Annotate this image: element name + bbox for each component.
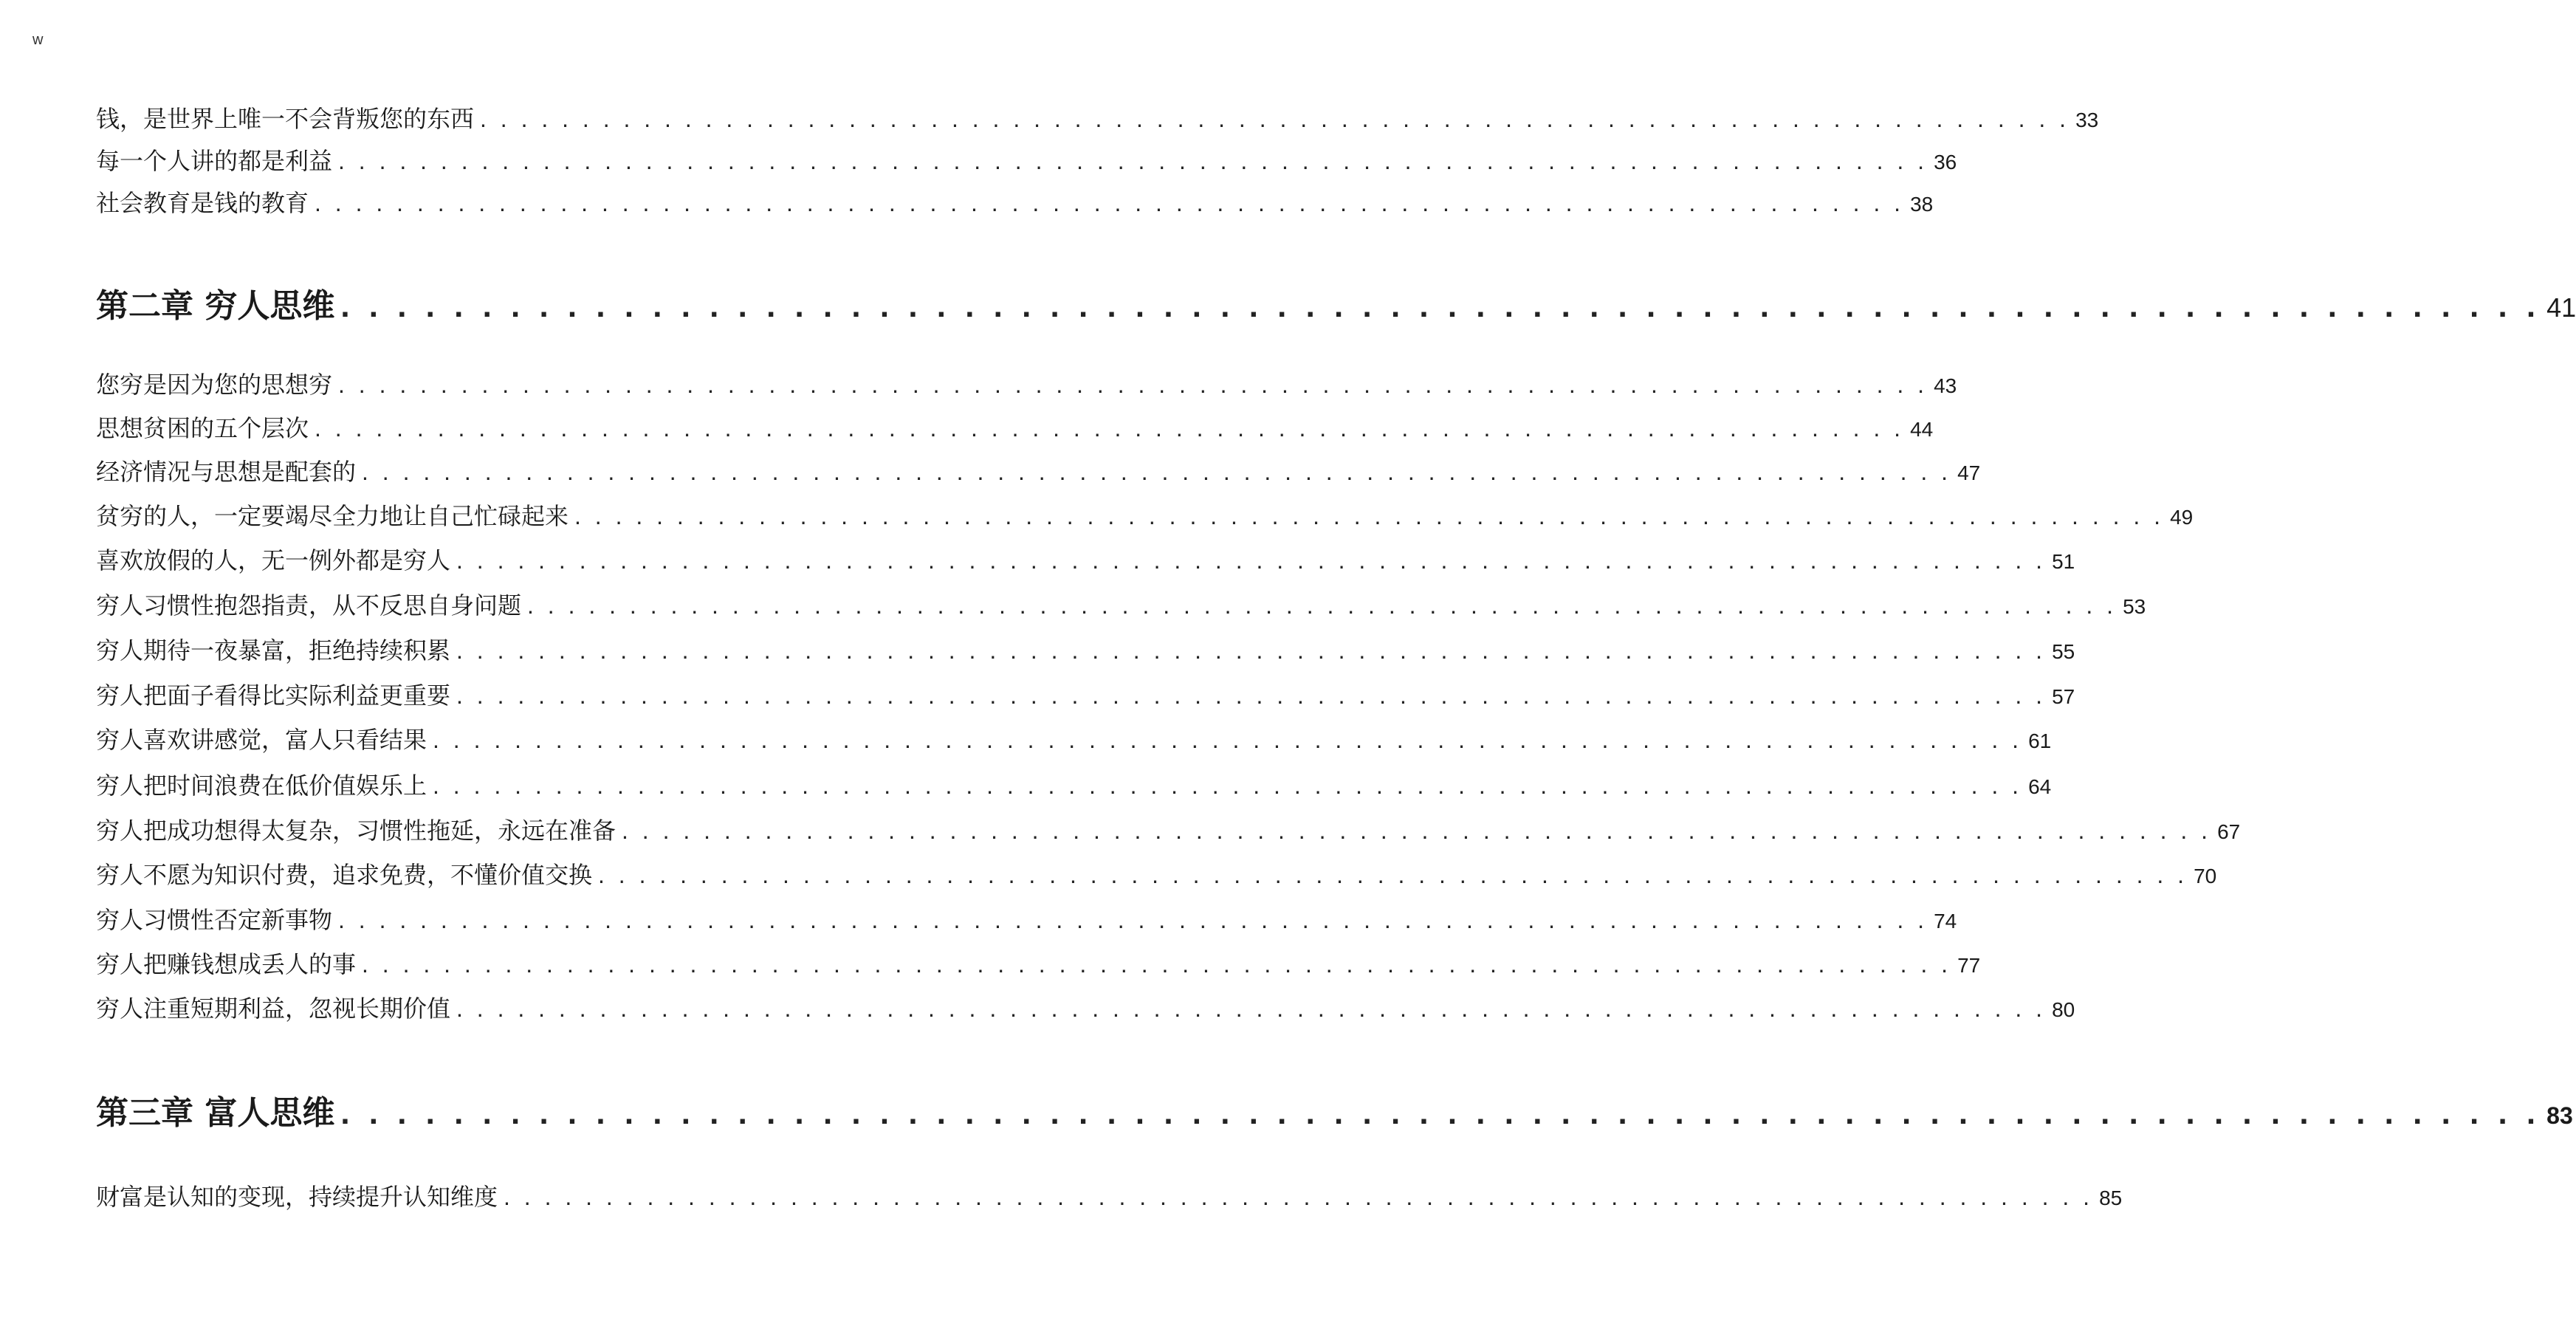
dot-leader: . . . . . . . . . . . . . . . . . . . . . . . . . . . . . . . . . . . . . . . . . . . . . . . . . . . . . . . . . . . . . . . . . . . . . . . . . . . . . . — [340, 288, 2541, 324]
toc-entry[interactable] — [96, 949, 1981, 980]
dot-leader: . . . . . . . . . . . . . . . . . . . . . . . . . . . . . . . . . . . . . . . . . . . . . . . . . . . . . . . . . . . . . . . . . . . . . . . . . . . . . . — [433, 772, 2023, 799]
chapter-heading[interactable] — [96, 1091, 2573, 1136]
toc-entry-title: 穷人期待一夜暴富，拒绝持续积累 — [96, 636, 451, 664]
toc-entry[interactable] — [96, 1181, 2123, 1212]
dot-leader: . . . . . . . . . . . . . . . . . . . . . . . . . . . . . . . . . . . . . . . . . . . . . . . . . . . . . . . . . . . . . . . . . . . . . . . . . . . . . . — [456, 995, 2047, 1022]
toc-entry-title: 钱，是世界上唯一不会背叛您的东西 — [96, 105, 475, 133]
toc-entry-title: 穷人喜欢讲感觉，富人只看结果 — [96, 726, 427, 754]
toc-entry-page: 67 — [2217, 820, 2241, 843]
toc-entry-page: 55 — [2052, 640, 2075, 663]
toc-entry-page: 61 — [2028, 729, 2052, 752]
dot-leader: . . . . . . . . . . . . . . . . . . . . . . . . . . . . . . . . . . . . . . . . . . . . . . . . . . . . . . . . . . . . . . . . . . . . . . . . . . . . . . — [338, 148, 1928, 174]
toc-entry-page: 77 — [1957, 954, 1981, 977]
toc-entry-page: 80 — [2052, 998, 2075, 1021]
toc-entry-page: 38 — [1910, 193, 1934, 216]
toc-entry[interactable] — [96, 680, 2075, 711]
toc-entry-title: 穷人注重短期利益，忽视长期价值 — [96, 995, 451, 1023]
toc-entry[interactable] — [96, 413, 1934, 444]
toc-entry[interactable] — [96, 545, 2075, 576]
toc-entry[interactable] — [96, 859, 2217, 890]
toc-entry[interactable] — [96, 770, 2052, 801]
toc-entry-page: 85 — [2099, 1187, 2123, 1209]
toc-entry-page: 53 — [2123, 595, 2146, 618]
toc-entry-page: 70 — [2194, 865, 2217, 887]
dot-leader: . . . . . . . . . . . . . . . . . . . . . . . . . . . . . . . . . . . . . . . . . . . . . . . . . . . . . . . . . . . . . . . . . . . . . . . . . . . . . . — [433, 727, 2023, 753]
toc-entry-page: 47 — [1957, 461, 1981, 484]
toc-entry[interactable] — [96, 456, 1981, 487]
dot-leader: . . . . . . . . . . . . . . . . . . . . . . . . . . . . . . . . . . . . . . . . . . . . . . . . . . . . . . . . . . . . . . . . . . . . . . . . . . . . . . — [504, 1184, 2094, 1210]
dot-leader: . . . . . . . . . . . . . . . . . . . . . . . . . . . . . . . . . . . . . . . . . . . . . . . . . . . . . . . . . . . . . . . . . . . . . . . . . . . . . . — [622, 817, 2212, 844]
toc-entry-title: 穷人把面子看得比实际利益更重要 — [96, 681, 451, 710]
toc-entry-title: 每一个人讲的都是利益 — [96, 147, 333, 175]
toc-entry-title: 穷人把赚钱想成丢人的事 — [96, 950, 357, 978]
toc-entry-title: 社会教育是钱的教育 — [96, 189, 309, 217]
toc-entry-title: 经济情况与思想是配套的 — [96, 458, 357, 486]
dot-leader: . . . . . . . . . . . . . . . . . . . . . . . . . . . . . . . . . . . . . . . . . . . . . . . . . . . . . . . . . . . . . . . . . . . . . . . . . . . . . . — [315, 190, 1905, 216]
toc-entry[interactable] — [96, 369, 1957, 400]
toc-entry[interactable] — [96, 145, 1957, 176]
toc-entry[interactable] — [96, 904, 1957, 935]
toc-entry[interactable] — [96, 103, 2099, 134]
toc-entry-title: 您穷是因为您的思想穷 — [96, 371, 333, 399]
corner-mark: w — [32, 32, 44, 48]
toc-entry-title: 思想贫困的五个层次 — [96, 414, 309, 442]
toc-entry[interactable] — [96, 501, 2194, 532]
toc-entry-title: 喜欢放假的人，无一例外都是穷人 — [96, 546, 451, 574]
dot-leader: . . . . . . . . . . . . . . . . . . . . . . . . . . . . . . . . . . . . . . . . . . . . . . . . . . . . . . . . . . . . . . . . . . . . . . . . . . . . . . — [574, 503, 2165, 529]
toc-entry-page: 36 — [1934, 151, 1957, 174]
chapter-page: 83 — [2546, 1102, 2573, 1129]
toc-entry-title: 贫穷的人，一定要竭尽全力地让自己忙碌起来 — [96, 502, 569, 530]
dot-leader: . . . . . . . . . . . . . . . . . . . . . . . . . . . . . . . . . . . . . . . . . . . . . . . . . . . . . . . . . . . . . . . . . . . . . . . . . . . . . . — [338, 371, 1928, 398]
dot-leader: . . . . . . . . . . . . . . . . . . . . . . . . . . . . . . . . . . . . . . . . . . . . . . . . . . . . . . . . . . . . . . . . . . . . . . . . . . . . . . — [315, 415, 1905, 442]
toc-entry[interactable] — [96, 590, 2146, 621]
dot-leader: . . . . . . . . . . . . . . . . . . . . . . . . . . . . . . . . . . . . . . . . . . . . . . . . . . . . . . . . . . . . . . . . . . . . . . . . . . . . . . — [527, 592, 2118, 619]
dot-leader: . . . . . . . . . . . . . . . . . . . . . . . . . . . . . . . . . . . . . . . . . . . . . . . . . . . . . . . . . . . . . . . . . . . . . . . . . . . . . . — [456, 637, 2047, 664]
toc-entry-title: 穷人习惯性否定新事物 — [96, 906, 333, 934]
dot-leader: . . . . . . . . . . . . . . . . . . . . . . . . . . . . . . . . . . . . . . . . . . . . . . . . . . . . . . . . . . . . . . . . . . . . . . . . . . . . . . — [456, 547, 2047, 574]
dot-leader: . . . . . . . . . . . . . . . . . . . . . . . . . . . . . . . . . . . . . . . . . . . . . . . . . . . . . . . . . . . . . . . . . . . . . . . . . . . . . . — [456, 682, 2047, 709]
toc-entry-page: 43 — [1934, 374, 1957, 397]
toc-entry-page: 64 — [2028, 775, 2052, 798]
toc-entry[interactable] — [96, 188, 1934, 219]
chapter-title: 第二章 穷人思维 — [96, 287, 335, 325]
toc-entry[interactable] — [96, 635, 2075, 666]
toc-entry-page: 51 — [2052, 550, 2075, 573]
dot-leader: . . . . . . . . . . . . . . . . . . . . . . . . . . . . . . . . . . . . . . . . . . . . . . . . . . . . . . . . . . . . . . . . . . . . . . . . . . . . . . — [340, 1095, 2541, 1131]
toc-entry-page: 33 — [2075, 109, 2099, 131]
toc-entry[interactable] — [96, 993, 2075, 1024]
dot-leader: . . . . . . . . . . . . . . . . . . . . . . . . . . . . . . . . . . . . . . . . . . . . . . . . . . . . . . . . . . . . . . . . . . . . . . . . . . . . . . — [362, 459, 1952, 485]
toc-entry[interactable] — [96, 815, 2241, 846]
dot-leader: . . . . . . . . . . . . . . . . . . . . . . . . . . . . . . . . . . . . . . . . . . . . . . . . . . . . . . . . . . . . . . . . . . . . . . . . . . . . . . — [338, 907, 1928, 933]
toc-entry-page: 57 — [2052, 685, 2075, 708]
chapter-title: 第三章 富人思维 — [96, 1094, 335, 1132]
toc-entry[interactable] — [96, 724, 2052, 755]
toc-entry-title: 穷人习惯性抱怨指责，从不反思自身问题 — [96, 591, 522, 619]
chapter-heading[interactable] — [96, 284, 2576, 329]
toc-entry-title: 穷人把成功想得太复杂，习惯性拖延，永远在准备 — [96, 817, 616, 845]
toc-entry-page: 49 — [2170, 506, 2194, 529]
dot-leader: . . . . . . . . . . . . . . . . . . . . . . . . . . . . . . . . . . . . . . . . . . . . . . . . . . . . . . . . . . . . . . . . . . . . . . . . . . . . . . — [598, 862, 2188, 888]
toc-entry-title: 穷人把时间浪费在低价值娱乐上 — [96, 772, 427, 800]
dot-leader: . . . . . . . . . . . . . . . . . . . . . . . . . . . . . . . . . . . . . . . . . . . . . . . . . . . . . . . . . . . . . . . . . . . . . . . . . . . . . . — [480, 106, 2070, 132]
toc-entry-title: 穷人不愿为知识付费，追求免费，不懂价值交换 — [96, 861, 593, 889]
toc-entry-page: 74 — [1934, 910, 1957, 933]
dot-leader: . . . . . . . . . . . . . . . . . . . . . . . . . . . . . . . . . . . . . . . . . . . . . . . . . . . . . . . . . . . . . . . . . . . . . . . . . . . . . . — [362, 951, 1952, 978]
toc-entry-page: 44 — [1910, 418, 1934, 441]
toc-entry-title: 财富是认知的变现，持续提升认知维度 — [96, 1183, 498, 1211]
chapter-page: 41 — [2546, 292, 2576, 323]
